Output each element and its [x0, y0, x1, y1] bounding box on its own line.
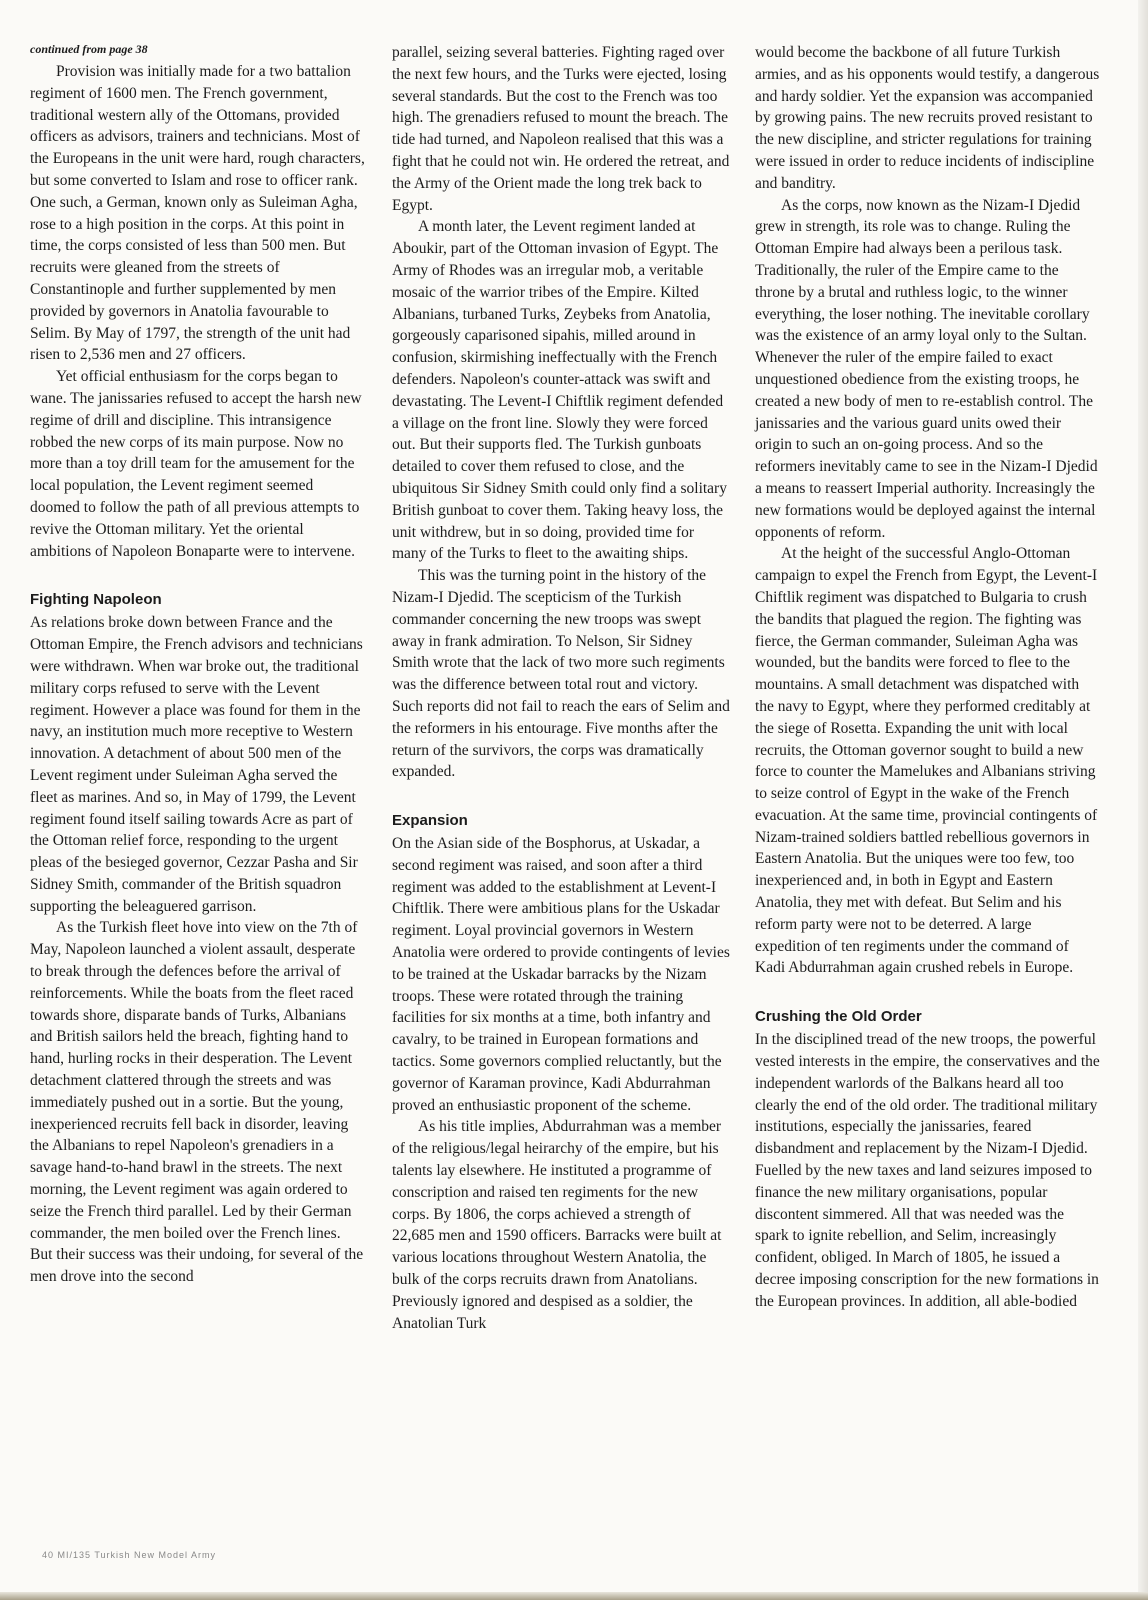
paragraph: Yet official enthusiasm for the corps began to wane. The janissaries refused to accept the harsh new regime of drill and discipline. This intransigence robbed the new corps of its main purpose. Now no more than a toy drill team for the amusement for the local population, the Levent regiment seemed doomed to follow the path of all previous attempts to revive the Ottoman military. Yet the oriental ambitions of Napoleon Bonaparte were to intervene. [30, 368, 362, 560]
column-2 [392, 42, 732, 1334]
paragraph: At the height of the successful Anglo-Ottoman campaign to expel the French from Egypt, the Levent-I Chiftlik regiment was dispatched to Bulgaria to crush the bandits that plagued the region. The fighting was fierce, the German commander, Suleiman Agha was wounded, but the bandits were forced to flee to the mountains. A small detachment was dispatched with the navy to Egypt, where they performed creditably at the siege of Rosetta. Expanding the unit with local recruits, the Ottoman governor sought to build a new force to counter the Mamelukes and Albanians striving to seize control of Egypt in the wake of the French evacuation. At the same time, provincial contingents of Nizam-trained soldiers battled rebellious governors in Eastern Anatolia. But the uniques were too few, too inexperienced and, in both in Egypt and Eastern Anatolia, they met with defeat. But Selim and his reform party were not to be deterred. A large expedition of ten regiments under the command of Kadi Abdurrahman again crushed rebels in Europe. [755, 545, 1098, 977]
section-heading: Expansion [392, 812, 468, 830]
section-heading: Crushing the Old Order [755, 1008, 922, 1026]
continued-note: continued from page 38 [30, 42, 148, 56]
column-3 [755, 42, 1100, 1313]
paragraph: As relations broke down between France and the Ottoman Empire, the French advisors and technicians were withdrawn. When war broke out, the traditional military corps refused to serve with the Levent regiment. However a place was found for them in the navy, an institution much more receptive to Western innovation. A detachment of about 500 men of the Levent regiment under Suleiman Agha served the fleet as marines. And so, in May of 1799, the Levent regiment found itself sailing towards Acre as part of the Ottoman relief force, responding to the urgent pleas of the besieged governor, Cezzar Pasha and Sir Sidney Smith, commander of the British squadron supporting the beleaguered garrison. [30, 614, 363, 915]
page-edge-right [1138, 0, 1148, 1600]
page-footer: 40 MI/135 Turkish New Model Army [42, 1550, 217, 1560]
paragraph: would become the backbone of all future Turkish armies, and as his opponents would testify, a dangerous and hardy soldier. Yet the expansion was accompanied by growing pains. The new recruits proved resistant to the new discipline, and stricter regulations for training were issued in order to reduce incidents of indiscipline and banditry. [755, 44, 1100, 192]
paragraph: On the Asian side of the Bosphorus, at Uskadar, a second regiment was raised, and soon after a third regiment was added to the establishment at Levent-I Chiftlik. There were ambitious plans for the Uskadar regiment. Loyal provincial governors in Western Anatolia were ordered to provide contingents of levies to be trained at the Uskadar barracks by the Nizam troops. These were rotated through the training facilities for six months at a time, both infantry and cavalry, to be trained in European formations and tactics. Some governors complied reluctantly, but the governor of Karaman province, Kadi Abdurrahman proved an enthusiastic proponent of the scheme. [392, 835, 730, 1114]
paragraph: A month later, the Levent regiment landed at Aboukir, part of the Ottoman invasion of Egypt. The Army of Rhodes was an irregular mob, a veritable mosaic of the warrior tribes of the Empire. Kilted Albanians, turbaned Turks, Zeybeks from Anatolia, gorgeously caparisoned sipahis, milled around in confusion, skirmishing ineffectually with the French defenders. Napoleon's counter-attack was swift and devastating. The Levent-I Chiftlik regiment defended a village on the front line. Slowly they were forced out. But their supports fled. The Turkish gunboats detailed to cover them refused to close, and the ubiquitous Sir Sidney Smith could only find a solitary British gunboat to cover them. Taking heavy loss, the unit withdrew, but in so doing, provided time for many of the Turks to fleet to the awaiting ships. [392, 218, 727, 563]
column-1 [30, 42, 365, 1288]
paragraph: As the corps, now known as the Nizam-I Djedid grew in strength, its role was to change. Ruling the Ottoman Empire had always been a perilous task. Traditionally, the ruler of the Empire came to the throne by a brutal and ruthless logic, to the winner everything, the loser nothing. The inevitable corollary was the existence of an army loyal only to the Sultan. Whenever the ruler of the empire failed to exact unquestioned obedience from the existing troops, he created a new body of men to re-establish control. The janissaries and the various guard units owed their origin to such an on-going process. And so the reformers inevitably came to see in the Nizam-I Djedid a means to reassert Imperial authority. Increasingly the new formations would be deployed against the internal opponents of reform. [755, 196, 1098, 541]
paragraph: This was the turning point in the history of the Nizam-I Djedid. The scepticism of the Turkish commander concerning the new troops was swept away in frank admiration. To Nelson, Sir Sidney Smith wrote that the lack of two more such regiments was the difference between total rout and victory. Such reports did not fail to reach the ears of Selim and the reformers in his entourage. Five months after the return of the survivors, the corps was dramatically expanded. [392, 567, 730, 781]
paragraph: As his title implies, Abdurrahman was a member of the religious/legal heirarchy of the empire, but his talents lay elsewhere. He instituted a programme of conscription and raised ten regiments for the new corps. By 1806, the corps achieved a strength of 22,685 men and 1590 officers. Barracks were built at various locations throughout Western Anatolia, the bulk of the corps recruits drawn from Anatolians. Previously ignored and despised as a soldier, the Anatolian Turk [392, 1118, 722, 1332]
paragraph: parallel, seizing several batteries. Fighting raged over the next few hours, and the Turks were ejected, losing several standards. But the cost to the French was too high. The grenadiers refused to mount the breach. The tide had turned, and Napoleon realised that this was a fight that he could not win. He ordered the retreat, and the Army of the Orient made the long trek back to Egypt. [392, 44, 730, 214]
section-heading: Fighting Napoleon [30, 591, 162, 609]
paragraph: In the disciplined tread of the new troops, the powerful vested interests in the empire, the conservatives and the independent warlords of the Balkans heard all too clearly the end of the old order. The traditional military institutions, especially the janissaries, feared disbandment and replacement by the Nizam-I Djedid. Fuelled by the new taxes and land seizures imposed to finance the new military organisations, popular discontent simmered. All that was needed was the spark to ignite rebellion, and Selim, increasingly confident, obliged. In March of 1805, he issued a decree imposing conscription for the new formations in the European provinces. In addition, all able-bodied [755, 1031, 1100, 1310]
page-edge-bottom [0, 1592, 1148, 1600]
paragraph: Provision was initially made for a two battalion regiment of 1600 men. The French government, traditional western ally of the Ottomans, provided officers as advisors, trainers and technicians. Most of the Europeans in the unit were hard, rough characters, but some converted to Islam and rose to officer rank. One such, a German, known only as Suleiman Agha, rose to a high position in the corps. At this point in time, the corps consisted of less than 500 men. But recruits were gleaned from the streets of Constantinople and further supplemented by men provided by governors in Anatolia favourable to Selim. By May of 1797, the strength of the unit had risen to 2,536 men and 27 officers. [30, 63, 365, 364]
paragraph: As the Turkish fleet hove into view on the 7th of May, Napoleon launched a violent assault, desperate to break through the defences before the arrival of reinforcements. While the boats from the fleet raced towards shore, disparate bands of Turks, Albanians and British sailors held the breach, fighting hand to hand, hurling rocks in their desperation. The Levent detachment clattered through the streets and was immediately pushed out in a sortie. But the young, inexperienced recruits fell back in disorder, leaving the Albanians to repel Napoleon's grenadiers in a savage hand-to-hand brawl in the streets. The next morning, the Levent regiment was again ordered to seize the French third parallel. Led by their German commander, the men boiled over the French lines. But their success was their undoing, for several of the men drove into the second [30, 919, 364, 1286]
